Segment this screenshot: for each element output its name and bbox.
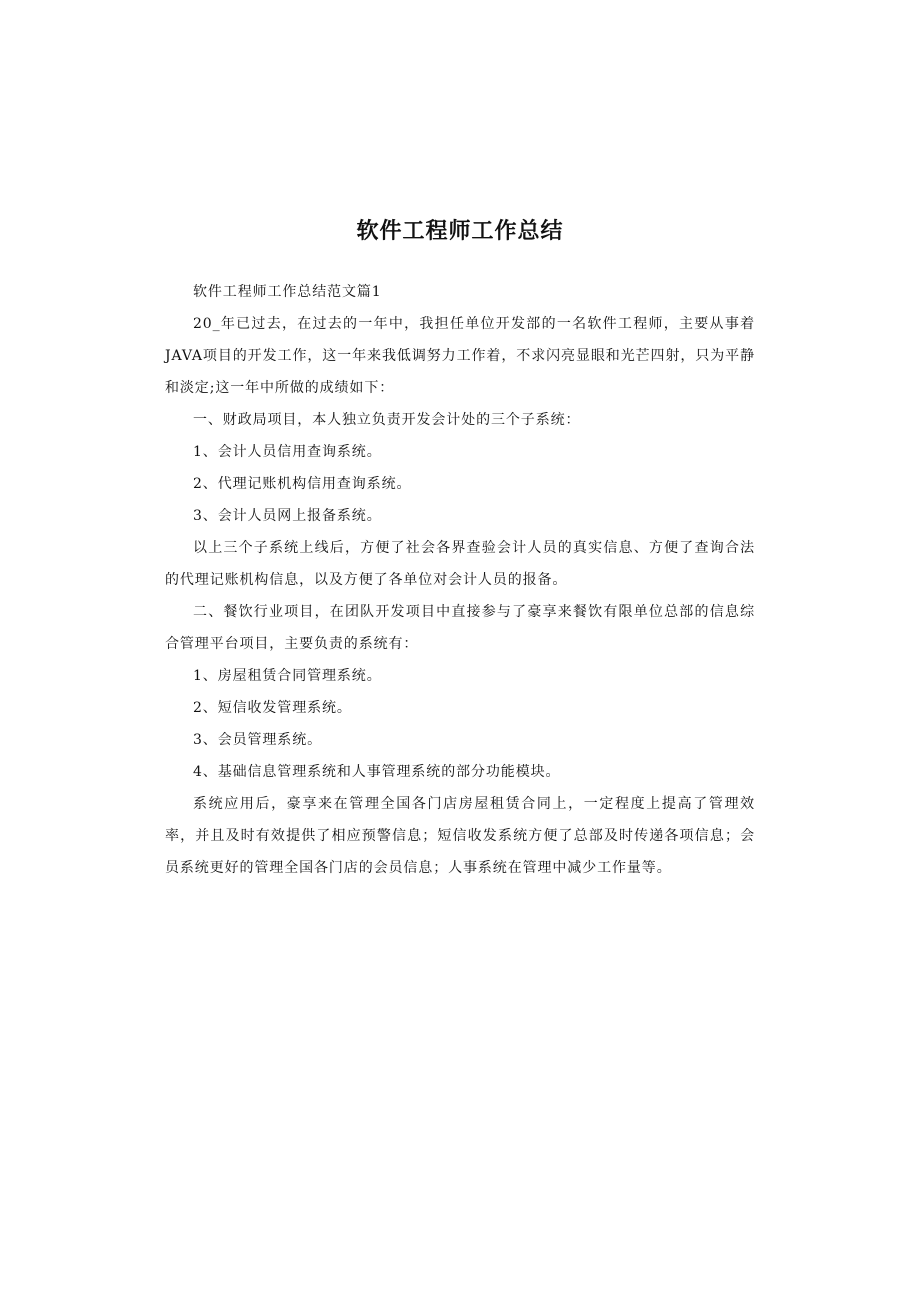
list-item: 4、基础信息管理系统和人事管理系统的部分功能模块。 xyxy=(193,764,561,780)
list-item: 2、短信收发管理系统。 xyxy=(193,700,352,716)
intro-paragraph: 20_年已过去，在过去的一年中，我担任单位开发部的一名软件工程师，主要从事着JAVA项目的开发工作，这一年来我低调努力工作着，不求闪亮显眼和光芒四射，只为平静和淡定;这一年中所做的成绩如下： xyxy=(165,316,755,396)
project-one-heading: 一、财政局项目，本人独立负责开发会计处的三个子系统： xyxy=(193,412,581,428)
list-item: 1、房屋租赁合同管理系统。 xyxy=(193,668,382,684)
project-two-heading: 二、餐饮行业项目，在团队开发项目中直接参与了豪享来餐饮有限单位总部的信息综合管理平台项目，主要负责的系统有： xyxy=(165,604,755,652)
list-item: 3、会员管理系统。 xyxy=(193,732,323,748)
list-item: 2、代理记账机构信用查询系统。 xyxy=(193,476,412,492)
document-title: 软件工程师工作总结 xyxy=(356,219,564,244)
document-body xyxy=(165,276,755,884)
project-one-summary: 以上三个子系统上线后，方便了社会各界查验会计人员的真实信息、方便了查询合法的代理记账机构信息，以及方便了各单位对会计人员的报备。 xyxy=(165,540,755,588)
list-item: 1、会计人员信用查询系统。 xyxy=(193,444,382,460)
section-heading: 软件工程师工作总结范文篇1 xyxy=(193,284,382,300)
list-item: 3、会计人员网上报备系统。 xyxy=(193,508,382,524)
project-two-summary: 系统应用后，豪享来在管理全国各门店房屋租赁合同上，一定程度上提高了管理效率，并且及时有效提供了相应预警信息；短信收发系统方便了总部及时传递各项信息；会员系统更好的管理全国各门店的会员信息；人事系统在管理中减少工作量等。 xyxy=(165,796,755,876)
